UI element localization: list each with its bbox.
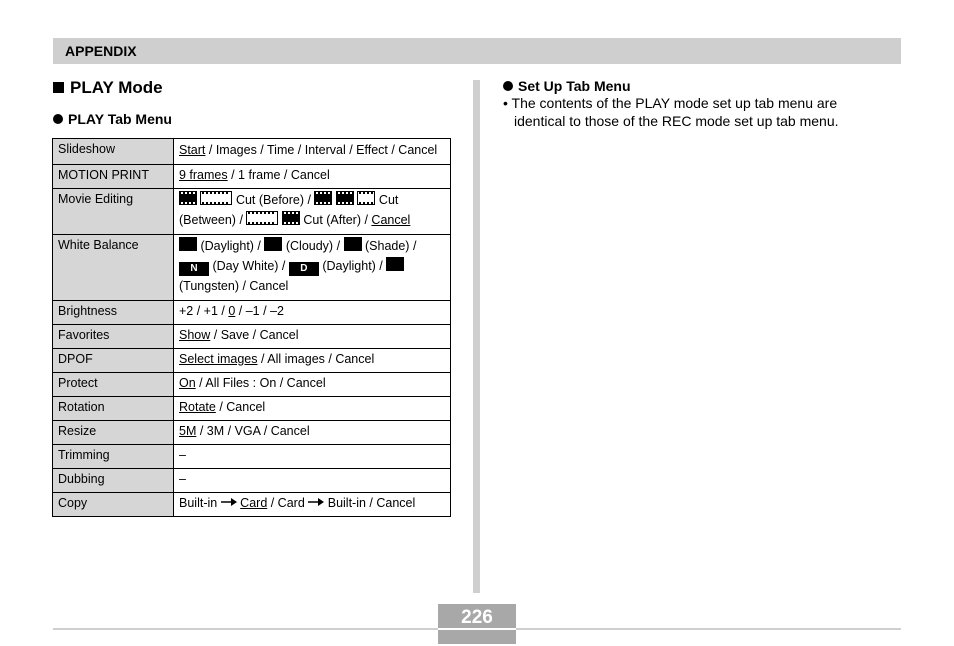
setting-options: 5M / 3M / VGA / Cancel xyxy=(174,421,451,445)
tungsten-icon xyxy=(386,259,404,273)
table-row xyxy=(53,493,451,517)
table-row xyxy=(53,325,451,349)
setting-name: MOTION PRINT xyxy=(53,165,174,189)
setting-options: Select images / All images / Cancel xyxy=(174,349,451,373)
table-row xyxy=(53,397,451,421)
setting-options: – xyxy=(174,469,451,493)
set-up-text-line-1: • The contents of the PLAY mode set up tab menu are xyxy=(503,95,838,111)
table-row xyxy=(53,421,451,445)
setting-name: Protect xyxy=(53,373,174,397)
table-row xyxy=(53,235,451,301)
bullet-icon xyxy=(503,81,513,91)
table-row xyxy=(53,301,451,325)
setting-options: On / All Files : On / Cancel xyxy=(174,373,451,397)
arrow-right-icon xyxy=(308,496,324,510)
arrow-right-icon xyxy=(221,496,237,510)
setting-name: Copy xyxy=(53,493,174,517)
setting-options: Cut (Before) / Cut (Between) / Cut (After) / Cancel xyxy=(174,189,451,235)
page-number: 226 xyxy=(438,604,516,630)
setting-name: Dubbing xyxy=(53,469,174,493)
column-divider xyxy=(473,80,480,593)
setting-name: Rotation xyxy=(53,397,174,421)
table-row xyxy=(53,349,451,373)
setting-name: Trimming xyxy=(53,445,174,469)
setting-options: 9 frames / 1 frame / Cancel xyxy=(174,165,451,189)
setting-name: Movie Editing xyxy=(53,189,174,235)
sun-icon xyxy=(179,239,197,253)
setting-options: Rotate / Cancel xyxy=(174,397,451,421)
set-up-text-line-2: identical to those of the REC mode set up tab menu. xyxy=(514,113,839,129)
setting-options: Built-in Card / Card Built-in / Cancel xyxy=(174,493,451,517)
set-up-tab-menu-heading: Set Up Tab Menu xyxy=(503,78,631,94)
film-cut-before-icon xyxy=(179,193,232,207)
setting-name: Favorites xyxy=(53,325,174,349)
table-row xyxy=(53,469,451,493)
table-row xyxy=(53,189,451,235)
page-number-box xyxy=(438,604,516,644)
play-tab-menu-heading: PLAY Tab Menu xyxy=(53,111,172,127)
bullet-icon xyxy=(53,114,63,124)
setting-options: (Daylight) / (Cloudy) / (Shade) / N (Day White) / D (Daylight) / (Tungsten) / Cancel xyxy=(174,235,451,301)
setting-options: – xyxy=(174,445,451,469)
setting-options: Show / Save / Cancel xyxy=(174,325,451,349)
setting-name: DPOF xyxy=(53,349,174,373)
header-bar xyxy=(53,38,901,64)
table-row xyxy=(53,445,451,469)
square-bullet-icon xyxy=(53,82,64,93)
section-label: APPENDIX xyxy=(65,43,137,59)
fluorescent-n-icon: N xyxy=(179,259,209,273)
film-cut-after-icon xyxy=(246,213,299,227)
cloud-icon xyxy=(264,239,282,253)
setting-name: Resize xyxy=(53,421,174,445)
setting-name: Slideshow xyxy=(53,139,174,165)
table-row xyxy=(53,165,451,189)
table-row xyxy=(53,139,451,165)
setting-name: White Balance xyxy=(53,235,174,301)
table-row xyxy=(53,373,451,397)
page-title: PLAY Mode xyxy=(53,78,163,98)
shade-icon xyxy=(344,239,362,253)
setting-name: Brightness xyxy=(53,301,174,325)
setting-options: Start / Images / Time / Interval / Effect / Cancel xyxy=(174,139,451,165)
film-cut-between-icon xyxy=(314,193,375,207)
fluorescent-d-icon: D xyxy=(289,259,319,273)
play-menu-table xyxy=(52,138,451,517)
setting-options: +2 / +1 / 0 / –1 / –2 xyxy=(174,301,451,325)
